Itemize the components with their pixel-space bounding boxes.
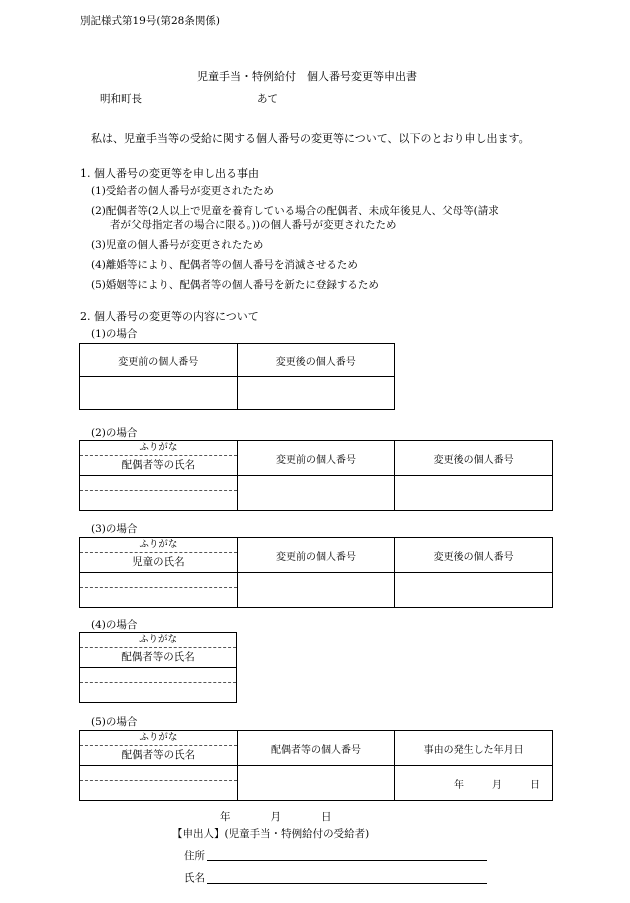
case5-furigana-label: ふりがな [80, 731, 237, 746]
case5-name-label: 配偶者等の氏名 [121, 749, 196, 761]
case3-after-number-input[interactable] [395, 573, 553, 608]
case5-number-header: 配偶者等の個人番号 [237, 731, 395, 766]
case3-name-input[interactable] [80, 573, 238, 608]
case5-date-input[interactable] [395, 766, 553, 801]
case3-before-number-input[interactable] [237, 573, 395, 608]
form-title: 児童手当・特例給付 個人番号変更等申出書 [197, 70, 417, 83]
case2-furigana-label: ふりがな [80, 441, 237, 456]
case2-before-number-input[interactable] [237, 476, 395, 511]
submission-day-label: 日 [321, 811, 332, 823]
case4-label: (4)の場合 [91, 619, 138, 631]
case1-before-number-input[interactable] [80, 377, 238, 410]
case2-after-number-input[interactable] [395, 476, 553, 511]
submission-year-label: 年 [220, 811, 231, 823]
case3-name-header [80, 538, 238, 573]
case3-before-header: 変更前の個人番号 [237, 538, 395, 573]
case3-furigana-label: ふりがな [80, 538, 237, 553]
case1-table [79, 343, 395, 410]
applicant-heading: 【申出人】(児童手当・特例給付の受給者) [172, 828, 370, 840]
submission-date[interactable] [220, 809, 372, 824]
case2-name-input[interactable] [80, 476, 238, 511]
case5-label: (5)の場合 [91, 716, 138, 728]
case5-day-label: 日 [530, 779, 540, 791]
case3-table [79, 537, 553, 608]
case2-name-label: 配偶者等の氏名 [121, 459, 196, 471]
case2-label: (2)の場合 [91, 427, 138, 439]
intro-statement: 私は、児童手当等の受給に関する個人番号の変更等について、以下のとおり申し出ます。 [91, 132, 530, 145]
case4-table [79, 632, 237, 703]
case3-name-label: 児童の氏名 [132, 556, 185, 568]
case5-date-header: 事由の発生した年月日 [395, 731, 553, 766]
case4-name-input[interactable] [80, 668, 237, 703]
case5-name-input[interactable] [80, 766, 238, 801]
case1-before-header: 変更前の個人番号 [80, 344, 238, 377]
case4-name-header [80, 633, 237, 668]
form-reference: 別記様式第19号(第28条関係) [80, 15, 220, 27]
case5-number-input[interactable] [237, 766, 395, 801]
case2-before-header: 変更前の個人番号 [237, 441, 395, 476]
reason-2-continued: 者が父母指定者の場合に限る。))の個人番号が変更されたため [110, 219, 397, 231]
reason-5: (5)婚姻等により、配偶者等の個人番号を新たに登録するため [91, 279, 379, 291]
case3-label: (3)の場合 [91, 523, 138, 535]
case1-after-number-input[interactable] [237, 377, 395, 410]
case5-month-label: 月 [492, 779, 502, 791]
case1-label: (1)の場合 [91, 328, 138, 340]
name-field[interactable] [207, 883, 487, 884]
addressee: 明和町長 [100, 93, 142, 105]
case5-year-label: 年 [454, 779, 464, 791]
case2-name-header [80, 441, 238, 476]
case1-after-header: 変更後の個人番号 [237, 344, 395, 377]
address-label: 住所 [184, 850, 205, 862]
reason-1: (1)受給者の個人番号が変更されたため [91, 185, 274, 197]
section2-heading: 2. 個人番号の変更等の内容について [80, 310, 259, 323]
case4-furigana-label: ふりがな [80, 633, 236, 648]
reason-2: (2)配偶者等(2人以上で児童を養育している場合の配偶者、未成年後見人、父母等(請求 [91, 205, 499, 217]
name-label: 氏名 [184, 872, 205, 884]
case5-table [79, 730, 553, 801]
section1-heading: 1. 個人番号の変更等を申し出る事由 [80, 167, 259, 180]
case2-table [79, 440, 553, 511]
address-field[interactable] [207, 860, 487, 861]
reason-4: (4)離婚等により、配偶者等の個人番号を消滅させるため [91, 259, 358, 271]
submission-month-label: 月 [270, 811, 281, 823]
case2-after-header: 変更後の個人番号 [395, 441, 553, 476]
case5-name-header [80, 731, 238, 766]
case4-name-label: 配偶者等の氏名 [121, 651, 195, 663]
case3-after-header: 変更後の個人番号 [395, 538, 553, 573]
addressee-suffix: あて [257, 93, 278, 105]
reason-3: (3)児童の個人番号が変更されたため [91, 239, 264, 251]
